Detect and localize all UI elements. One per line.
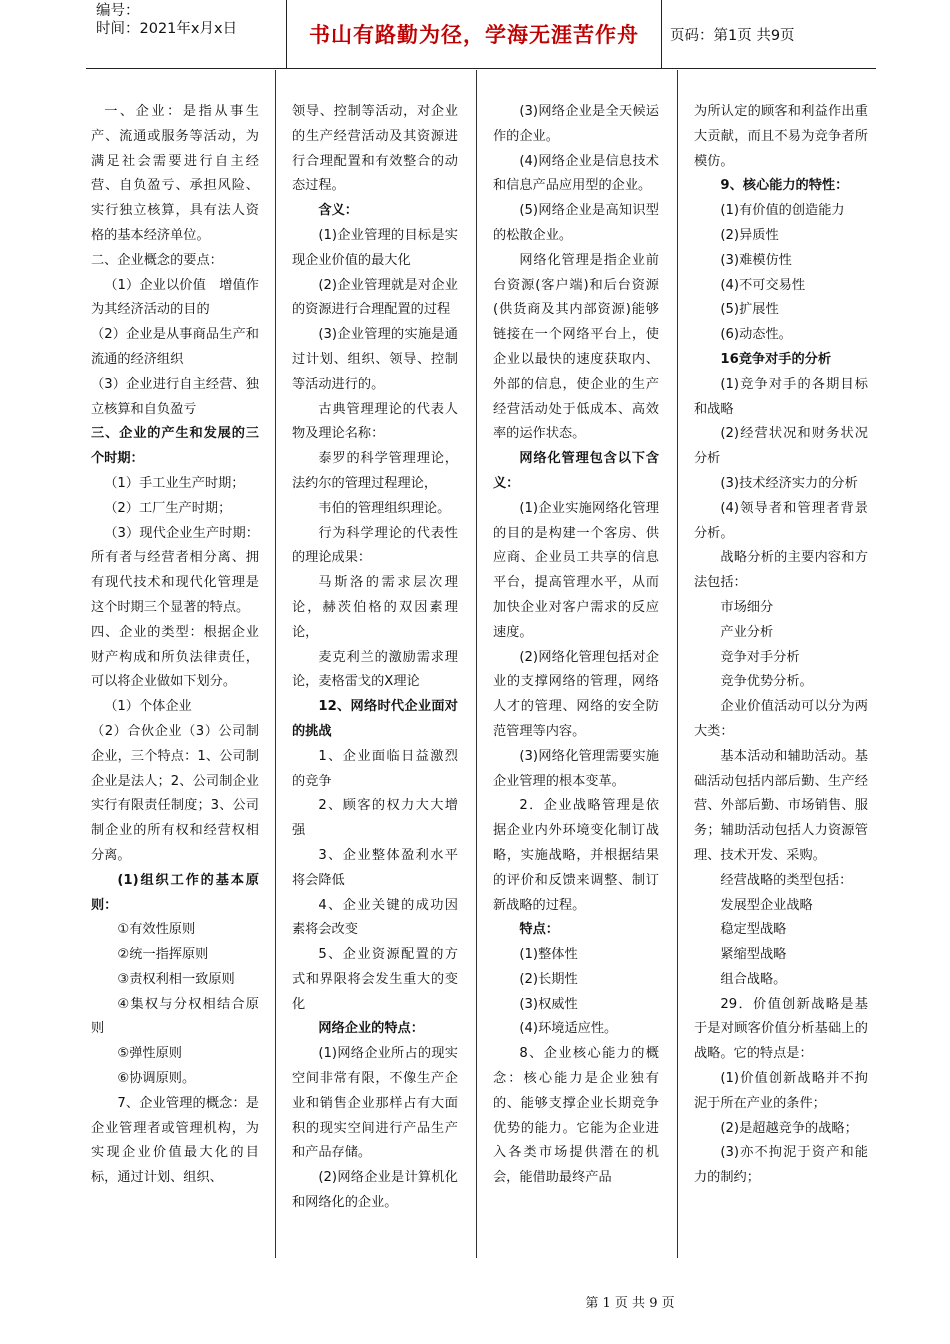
- paragraph: 麦克利兰的激励需求理论，麦格雷戈的X理论: [292, 649, 458, 690]
- paragraph: 12、网络时代企业面对的挑战: [292, 699, 458, 739]
- paragraph: (1)组织工作的基本原则：: [91, 872, 259, 913]
- paragraph: (1)价值创新战略并不拘泥于所在产业的条件；: [694, 1071, 868, 1111]
- page-header: [86, 0, 876, 69]
- number-label: 编号：: [96, 3, 140, 19]
- paragraph: ④集权与分权相结合原则: [91, 996, 259, 1037]
- paragraph: 企业价值活动可以分为两大类：: [694, 699, 868, 739]
- paragraph: (2)长期性: [519, 971, 578, 987]
- paragraph: （3）现代企业生产时期：所有者与经营者相分离、拥有现代技术和现代化管理是这个时期三个显著的特点。: [91, 525, 259, 615]
- header-meta: [96, 2, 286, 38]
- paragraph: （1）个体企业: [104, 699, 192, 715]
- paragraph: 7、企业管理的概念：是企业管理者或管理机构，为实现企业价值最大化的目标，通过计划、组织、: [91, 1095, 259, 1186]
- paragraph: 16竞争对手的分析: [720, 351, 832, 367]
- paragraph: 网络化管理包含以下含义：: [493, 451, 659, 491]
- page-footer: [0, 1292, 950, 1311]
- paragraph: (3)难模仿性: [720, 252, 792, 268]
- column-1: [91, 100, 259, 1191]
- paragraph: (2)是超越竞争的战略；: [720, 1120, 858, 1136]
- column-divider: [275, 70, 276, 1258]
- paragraph: 2．企业战略管理是依据企业内外环境变化制订战略，实施战略，并根据结果的评价和反馈来调整、制订新战略的过程。: [493, 798, 659, 913]
- paragraph: （2）企业是从事商品生产和流通的经济组织: [91, 327, 259, 367]
- paragraph: 含义：: [318, 203, 358, 219]
- paragraph: (1)竞争对手的各期目标和战略: [694, 376, 868, 417]
- paragraph: 竞争优势分析。: [720, 674, 813, 690]
- paragraph: (1)企业实施网络化管理的目的是构建一个客房、供应商、企业员工共享的信息平台，提高管理水平，从而加快企业对客户需求的反应速度。: [493, 500, 659, 640]
- paragraph: 特点：: [519, 922, 559, 938]
- paragraph: 发展型企业战略: [720, 897, 813, 913]
- paragraph: （1）企业以价值 增值作为其经济活动的目的: [91, 277, 259, 318]
- paragraph: 9、核心能力的特性：: [720, 178, 849, 194]
- paragraph: 战略分析的主要内容和方法包括：: [694, 550, 868, 591]
- paragraph: (5)扩展性: [720, 302, 779, 318]
- paragraph: 马斯洛的需求层次理论，赫茨伯格的双因素理论，: [292, 575, 458, 640]
- paragraph: 经营战略的类型包括：: [720, 872, 853, 888]
- paragraph: (5)网络企业是高知识型的松散企业。: [493, 203, 659, 243]
- paragraph: ①有效性原则: [117, 922, 196, 938]
- paragraph: (3)网络企业是全天候运作的企业。: [493, 104, 659, 144]
- paragraph: 组合战略。: [720, 971, 787, 987]
- paragraph: (1)企业管理的目标是实现企业价值的最大化: [292, 227, 458, 268]
- column-divider: [476, 70, 477, 1258]
- motto: 书山有路勤为径，学海无涯苦作舟: [286, 0, 662, 68]
- paragraph: 为所认定的顾客和利益作出重大贡献，而且不易为竞争者所模仿。: [694, 104, 868, 169]
- paragraph: 网络企业的特点：: [318, 1021, 424, 1037]
- paragraph: (3)技术经济实力的分析: [720, 475, 858, 491]
- paragraph: (2)异质性: [720, 227, 779, 243]
- paragraph: 2、顾客的权力大大增强: [292, 798, 458, 839]
- paragraph: 网络化管理是指企业前台资源(客户端)和后台资源(供货商及其内部资源)能够链接在一个网络平台上，使企业以最快的速度获取内、外部的信息，使企业的生产经营活动处于低成本、高效率的运作状态。: [493, 252, 659, 442]
- paragraph: (2)网络化管理包括对企业的支撑网络的管理，网络人才的管理、网络的安全防范管理等内容。: [493, 649, 659, 739]
- paragraph: 三、企业的产生和发展的三个时期：: [91, 426, 259, 467]
- paragraph: 四、企业的类型：根据企业财产构成和所负法律责任，可以将企业做如下划分。: [91, 624, 259, 690]
- paragraph: (1)有价值的创造能力: [720, 203, 845, 219]
- column-3: [493, 100, 659, 1191]
- paragraph: 竞争对手分析: [720, 649, 800, 665]
- paragraph: (4)环境适应性。: [519, 1021, 618, 1037]
- column-2: [292, 100, 458, 1216]
- paragraph: 4、企业关键的成功因素将会改变: [292, 897, 458, 938]
- paragraph: 泰罗的科学管理理论，法约尔的管理过程理论，: [292, 451, 458, 491]
- paragraph: （1）手工业生产时期；: [104, 475, 245, 491]
- paragraph: 稳定型战略: [720, 922, 787, 938]
- paragraph: (3)网络化管理需要实施企业管理的根本变革。: [493, 748, 659, 789]
- paragraph: 韦伯的管理组织理论。: [318, 500, 451, 516]
- footer-page-number: 第 1 页 共 9 页: [585, 1296, 675, 1311]
- paragraph: 古典管理理论的代表人物及理论名称：: [292, 401, 458, 442]
- paragraph: ⑥协调原则。: [117, 1071, 196, 1087]
- paragraph: (2)企业管理就是对企业的资源进行合理配置的过程: [292, 277, 458, 318]
- paragraph: 紧缩型战略: [720, 947, 787, 963]
- paragraph: 29．价值创新战略是基于是对顾客价值分析基础上的战略。它的特点是：: [694, 996, 868, 1062]
- paragraph: (2)网络企业是计算机化和网络化的企业。: [292, 1170, 458, 1211]
- paragraph: ③责权利相一致原则: [117, 971, 235, 987]
- paragraph: 基本活动和辅助活动。基础活动包括内部后勤、生产经营、外部后勤、市场销售、服务；辅助活动包括人力资源管理、技术开发、采购。: [694, 748, 868, 863]
- paragraph: (4)不可交易性: [720, 277, 806, 293]
- column-divider: [677, 70, 678, 1258]
- paragraph: （3）企业进行自主经营、独立核算和自负盈亏: [91, 376, 259, 417]
- paragraph: 5、企业资源配置的方式和界限将会发生重大的变化: [292, 947, 458, 1012]
- paragraph: 1、企业面临日益激烈的竞争: [292, 748, 458, 789]
- paragraph: (1)网络企业所占的现实空间非常有限，不像生产企业和销售企业那样占有大面积的现实空间进行产品生产和产品存储。: [292, 1046, 458, 1161]
- paragraph: 产业分析: [720, 624, 774, 640]
- paragraph: ②统一指挥原则: [117, 947, 209, 963]
- paragraph: (2)经营状况和财务状况分析: [694, 426, 868, 467]
- paragraph: (3)亦不拘泥于资产和能力的制约；: [694, 1145, 868, 1186]
- paragraph: (4)网络企业是信息技术和信息产品应用型的企业。: [493, 153, 659, 194]
- paragraph: 领导、控制等活动，对企业的生产经营活动及其资源进行合理配置和有效整合的动态过程。: [292, 104, 458, 194]
- paragraph: 二、企业概念的要点：: [91, 252, 223, 268]
- paragraph: 行为科学理论的代表性的理论成果：: [292, 525, 458, 566]
- paragraph: ⑤弹性原则: [117, 1046, 182, 1062]
- page-label: 页码：第1页 共9页: [670, 28, 795, 44]
- column-4: [694, 100, 868, 1191]
- paragraph: （2）合伙企业（3）公司制企业，三个特点：1、公司制企业是法人；2、公司制企业实行有限责任制度；3、公司制企业的所有权和经营权相分离。: [91, 723, 259, 863]
- paragraph: 3、企业整体盈利水平将会降低: [292, 847, 458, 888]
- time-label: 时间：2021年x月x日: [96, 21, 238, 37]
- paragraph: 一、企业：是指从事生产、流通或服务等活动，为满足社会需要进行自主经营、自负盈亏、承担风险、实行独立核算，具有法人资格的基本经济单位。: [91, 104, 259, 243]
- paragraph: (3)权威性: [519, 996, 578, 1012]
- paragraph: 市场细分: [720, 599, 774, 615]
- paragraph: (1)整体性: [519, 947, 578, 963]
- paragraph: 8、企业核心能力的概念：核心能力是企业独有的、能够支撑企业长期竞争优势的能力。它能为企业进入各类市场提供潜在的机会，能借助最终产品: [493, 1046, 659, 1186]
- paragraph: (6)动态性。: [720, 327, 792, 343]
- paragraph: (4)领导者和管理者背景分析。: [694, 500, 868, 541]
- paragraph: (3)企业管理的实施是通过计划、组织、领导、控制等活动进行的。: [292, 327, 458, 392]
- paragraph: （2）工厂生产时期；: [104, 500, 232, 516]
